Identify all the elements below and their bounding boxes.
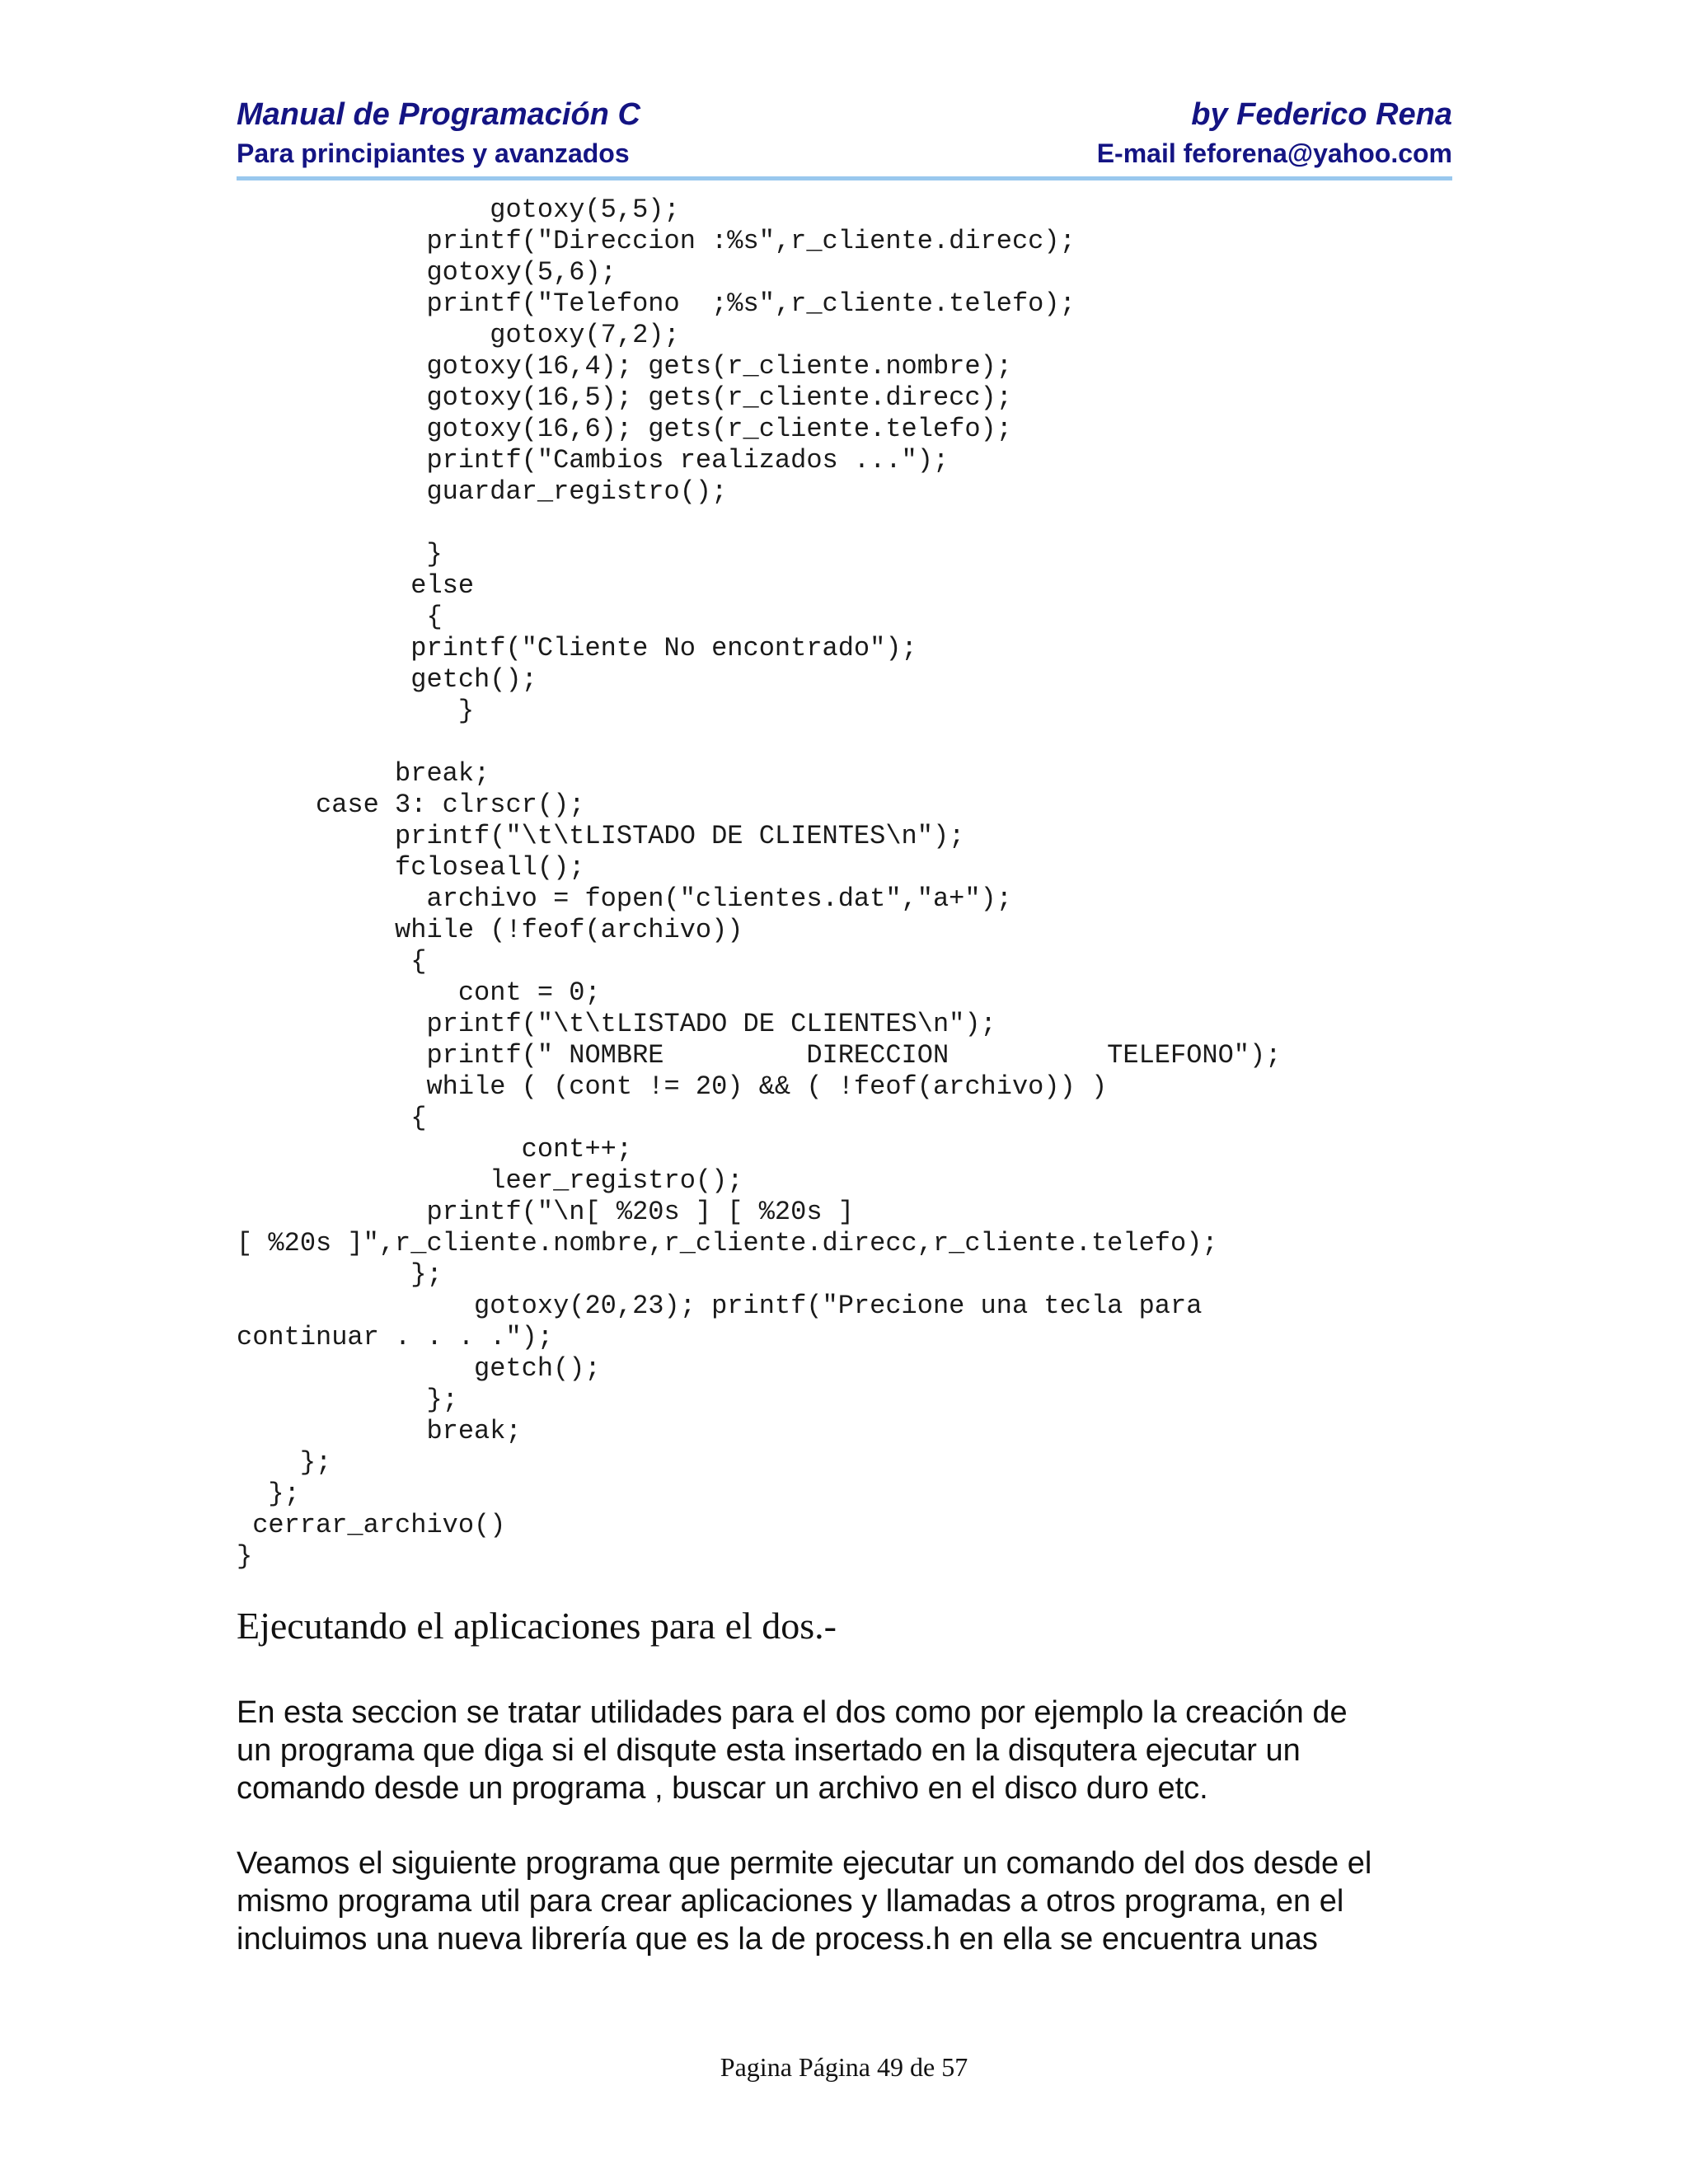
header-title: Manual de Programación C xyxy=(237,97,640,132)
section-heading: Ejecutando el aplicaciones para el dos.- xyxy=(237,1605,837,1647)
paragraph-intro xyxy=(237,1694,1456,1807)
paragraph-line: incluimos una nueva librería que es la de process.h en ella se encuentra unas xyxy=(237,1922,1318,1957)
paragraph-line: comando desde un programa , buscar un archivo en el disco duro etc. xyxy=(237,1771,1208,1806)
header-subtitle: Para principiantes y avanzados xyxy=(237,138,630,168)
header-email: E-mail feforena@yahoo.com xyxy=(1096,138,1452,168)
paragraph-line: mismo programa util para crear aplicaciones y llamadas a otros programa, en el xyxy=(237,1884,1344,1919)
paragraph-line: un programa que diga si el disqute esta insertado en la disqutera ejecutar un xyxy=(237,1733,1301,1768)
paragraph-line: En esta seccion se tratar utilidades para el dos como por ejemplo la creación de xyxy=(237,1695,1348,1730)
page-number-footer: Pagina Página 49 de 57 xyxy=(720,2052,968,2082)
header-divider xyxy=(237,176,1452,180)
header-author: by Federico Rena xyxy=(1191,97,1452,132)
paragraph-line: Veamos el siguiente programa que permite ejecutar un comando del dos desde el xyxy=(237,1846,1372,1881)
paragraph-process xyxy=(237,1844,1456,1958)
code-listing: gotoxy(5,5); printf("Direccion :%s",r_cliente.direcc); gotoxy(5,6); printf("Telefono ;%s",r_cliente.telefo); gotoxy(7,2); gotoxy(16,4); gets(r_cliente.nombre); gotoxy(16,5); gets(r_cliente.direcc); gotoxy(16,6); gets(r_cliente.telefo); printf("Cambios realizados ..."); guardar_registro(); } else { printf("Cliente No encontrado"); getch(); } break; case 3: clrscr(); printf("\t\tLISTADO DE CLIENTES\n"); fcloseall(); archivo = fopen("clientes.dat","a+"); while (!feof(archivo)) { cont = 0; printf("\t\tLISTADO DE CLIENTES\n"); printf(" NOMBRE DIRECCION TELEFONO"); while ( (cont != 20) && ( !feof(archivo)) ) { cont++; leer_registro(); printf("\n[ %20s ] [ %20s ] [ %20s ]",r_cliente.nombre,r_cliente.direcc,r_cliente.telefo); }; gotoxy(20,23); printf("Precione una tecla para continuar . . . ."); getch(); }; break; }; }; cerrar_archivo() } xyxy=(237,194,1282,1572)
